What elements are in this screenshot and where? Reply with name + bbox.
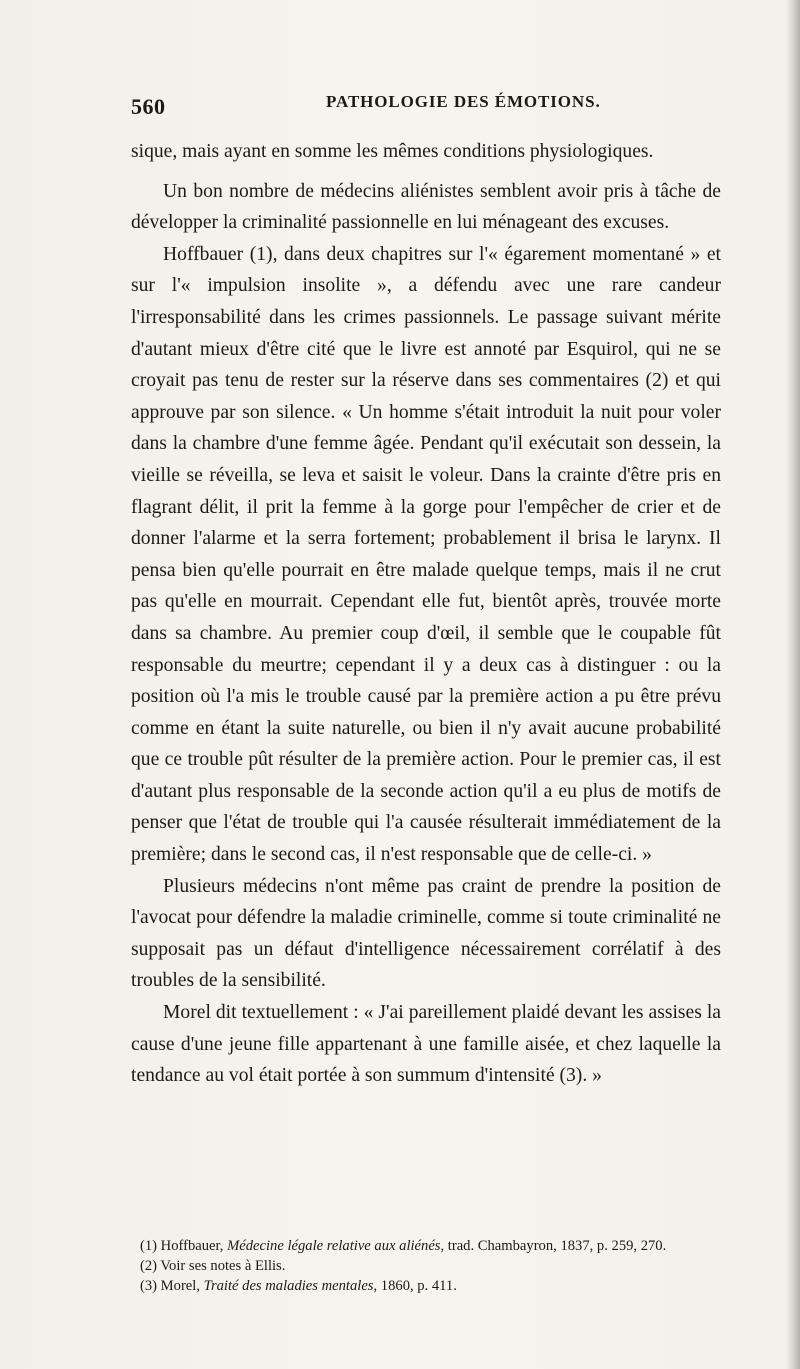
running-head: PATHOLOGIE DES ÉMOTIONS. — [326, 92, 601, 111]
page-header — [131, 88, 721, 118]
footnote-3 — [140, 1277, 720, 1297]
paragraph-morel: Morel dit textuellement : « J'ai pareillement plaidé devant les assises la cause d'une jeune fille appartenant à une famille aisée, et chez laquelle la tendance au vol était portée à son summum d'intensité (3). » — [131, 1002, 721, 1087]
footnote-1-details: , trad. Chambayron, 1837, p. 259, 270. — [440, 1238, 667, 1254]
footnote-3-author: (3) Morel, — [140, 1277, 204, 1294]
footnote-1-title: Médecine légale relative aux aliénés — [227, 1238, 441, 1254]
footnote-1 — [140, 1237, 720, 1257]
paragraph-hoffbauer: Hoffbauer (1), dans deux chapitres sur l'« égarement momentané » et sur l'« impulsion insolite », a défendu avec une rare candeur l'irresponsabilité dans les crimes passionnels. Le passage suivant mérite d'autant mieux d'être cité que le livre est annoté par Esquirol, qui ne se croyait pas tenu de rester sur la réserve dans ses commentaires (2) et qui approuve par son silence. « Un homme s'était introduit la nuit pour voler dans la chambre d'une femme âgée. Pendant qu'il exécutait son dessein, la vieille se réveilla, se leva et saisit le voleur. Dans la crainte d'être pris en flagrant délit, il prit la femme à la gorge pour l'empêcher de crier et de donner l'alarme et la serra fortement; probablement il brisa le larynx. Il pensa bien qu'elle pourrait en être malade quelque temps, mais il ne crut pas qu'elle en mourrait. Cependant elle fut, bientôt après, trouvée morte dans sa chambre. Au premier coup d'œil, il semble que le coupable fût responsable du meurtre; cependant il y a deux cas à distinguer : ou la position où l'a mis le trouble causé par la première action a pu être prévu comme en étant la suite naturelle, ou bien il n'y avait aucune probabilité que ce trouble pût résulter de la première action. Pour le premier cas, il est d'autant plus responsable de la seconde action qu'il a eu plus de motifs de penser que l'état de trouble qui l'a causée résulterait immédiatement de la première; dans le second cas, il n'est responsable que de celle-ci. » — [131, 243, 721, 866]
paragraph-plusieurs-medecins: Plusieurs médecins n'ont même pas craint de prendre la position de l'avocat pour défendre la maladie criminelle, comme si toute criminalité ne supposait pas un défaut d'intelligence nécessairement corrélatif à des troubles de la sensibilité. — [131, 875, 721, 992]
paragraph-continuation: sique, mais ayant en somme les mêmes conditions physiologiques. — [131, 141, 654, 162]
body-text — [131, 136, 721, 1092]
footnote-1-author: (1) Hoffbauer, — [140, 1238, 228, 1254]
footnotes — [140, 1237, 720, 1296]
page-edge-shadow — [786, 0, 800, 1369]
paragraph-alienistes: Un bon nombre de médecins aliénistes semblent avoir pris à tâche de développer la criminalité passionnelle en lui ménageant des excuses. — [131, 180, 721, 234]
footnote-3-details: , 1860, p. 411. — [373, 1277, 457, 1294]
footnote-3-title: Traité des maladies mentales — [203, 1277, 374, 1294]
footnote-2: (2) Voir ses notes à Ellis. — [140, 1257, 286, 1274]
page-number: 560 — [131, 94, 166, 119]
